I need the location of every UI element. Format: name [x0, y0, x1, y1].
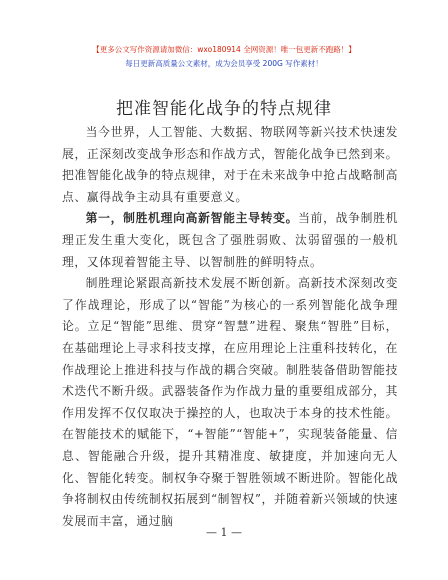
paragraph-first-point-text: 当前，战争制胜机理正发生重大变化，既包含了强胜弱败、汰弱留强的一般机理，又体现着智能主导、以智制胜的鲜明特点。 [62, 211, 398, 269]
promo-banner-line-2: 每日更新高质量公文素材，成为会员享受 200G 写作素材！ [125, 59, 323, 68]
paragraph-first-point [62, 208, 398, 273]
document-body [62, 122, 398, 532]
promo-banner-line-1: 【更多公文写作资源请加微信：wxo180914 全网资源！唯一包更新不跑路！】 [92, 45, 356, 54]
paragraph-detail: 制胜理论紧跟高新技术发展不断创新。高新技术深刻改变了作战理论，形成了以“智能”为核心的一系列智能化战争理论。立足“智能”思维、贯穿“智慧”进程、聚焦“智胜”目标，在基础理论上寻求科技支撑，在应用理论上注重科技转化，在作战理论上推进科技与作战的耦合突破。制胜装备借助智能技术迭代不断升级。武器装备作为作战力量的重要组成部分，其作用发挥不仅仅取决于操控的人，也取决于本身的技术性能。在智能技术的赋能下，“+智能”“智能+”，实现装备能量、信息、智能融合升级，提升其精准度、敏捷度，并加速向无人化、智能化转变。制权争夺聚于智胜领域不断进阶。智能化战争将制权由传统制权拓展到“制智权”，并随着新兴领域的快速发展而丰富，通过脑 [62, 276, 398, 528]
page-number: — 1 — [206, 526, 242, 539]
document-title: 把准智能化战争的特点规律 [116, 99, 332, 119]
paragraph-lead-heading: 第一，制胜机理向高新智能主导转变。 [85, 211, 299, 226]
paragraph-intro: 当今世界，人工智能、大数据、物联网等新兴技术快速发展，正深刻改变战争形态和作战方式，智能化战争已然到来。把准智能化战争的特点规律，对于在未来战争中抢占战略制高点、赢得战争主动具有重要意义。 [62, 125, 398, 204]
